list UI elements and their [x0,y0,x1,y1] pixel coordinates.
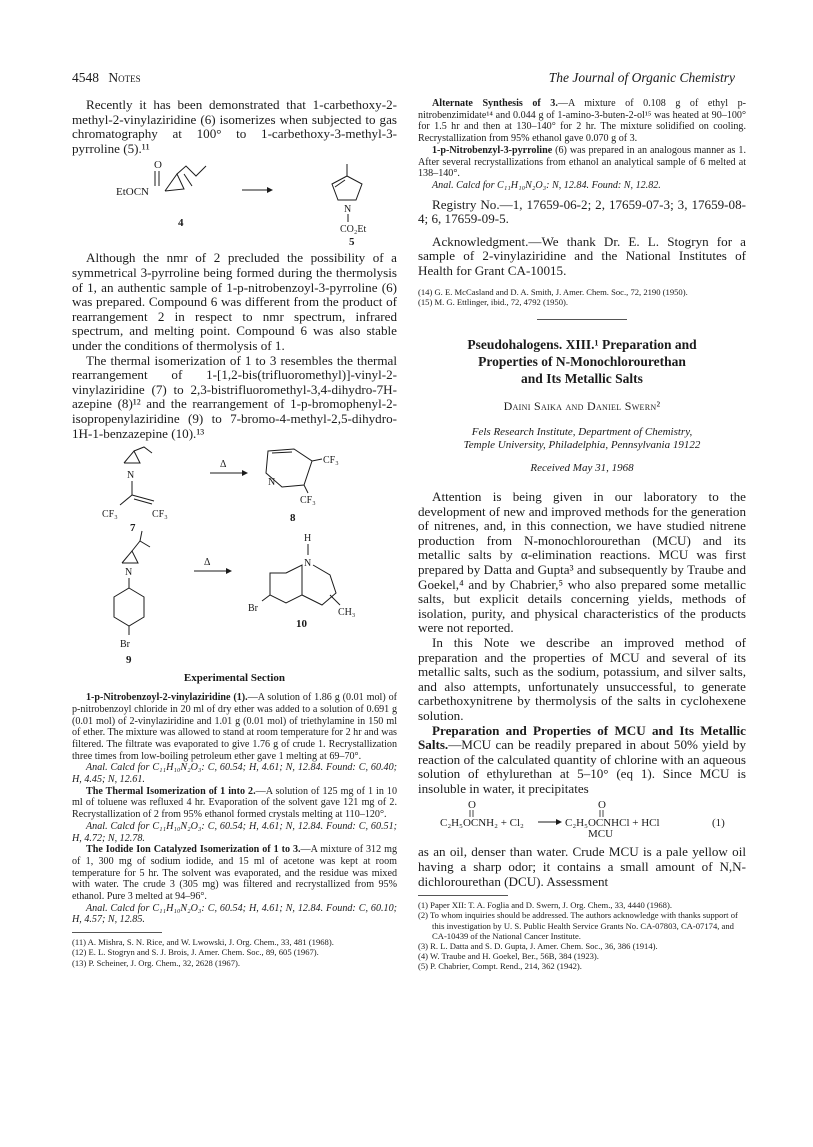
alt-synthesis-title: Alternate Synthesis of 3. [432,98,558,109]
ch3-label-10: CH₃ [338,607,356,619]
experimental-section-heading: Experimental Section [183,672,286,685]
left-paragraph-2: Although the nmr of 2 precluded the possibility of a symmetrical 3-pyrroline being formed during the thermolysis of 1, an authentic sample of 1-p-nitrobenzoyl-3-pyrroline (6) was prepared. Compound 6 was different from the product of rearrangement 2 in respect to nmr spectrum, infrared spectrum, and melting point. Compound 6 was also stable under the conditions of thermolysis of 1. [72,250,397,353]
exp2-title: The Thermal Isomerization of 1 into 2. [86,785,256,797]
received-date: Received May 31, 1968 [530,462,634,474]
footnote-12: (12) E. L. Stogryn and S. J. Brois, J. Amer. Chem. Soc., 89, 605 (1967). [72,947,319,958]
article-authors: Daini Saika and Daniel Swern² [503,399,661,413]
footnote-1: (1) Paper XII: T. A. Foglia and D. Swern, J. Org. Chem., 33, 4440 (1968). [418,900,672,911]
article-paragraph-3-title: Preparation and Properties of MCU and Its Metallic Salts. [418,722,746,753]
br-label-9: Br [120,639,130,651]
cf3-label-8b: CF₃ [300,495,316,507]
article-separator [537,319,627,320]
carbonyl-o-label: O [154,159,162,172]
footnote-15: (15) M. G. Ettlinger, ibid., 72, 4792 (1950). [418,296,569,307]
cf3-label-8a: CF₃ [323,455,339,467]
n-label-10: N [304,558,312,570]
n-label-9: N [125,567,133,579]
pyrroline-n-label: N [344,204,352,216]
footnote-4: (4) W. Traube and H. Goekel, Ber., 56B, 384 (1923). [418,951,599,962]
eq-rhs: C₂H₅OCNHCl + HCl [565,817,660,830]
n-label-8: N [268,477,276,489]
footnote-5: (5) P. Chabrier, Compt. Rend., 214, 362 (1942). [418,961,582,972]
cf3-label-7a: CF₃ [102,509,118,521]
article-paragraph-4: as an oil, denser than water. Crude MCU is a pale yellow oil having a sharp odor; it contains a small amount of N,N-dichlorourethan (DCU). Assessment [418,844,746,889]
article-paragraph-2: In this Note we describe an improved method of preparation and the properties of MCU and several of its metallic salts, such as the sodium, potassium, and silver salts, and also attempts, unfortunately unsuccessful, to generate carbethoxynitrene by thermolysis of the salts in cyclohexene solution. [418,634,746,723]
exp2-analysis: Anal. Calcd for C₁₁H₁₀N₂O₃: C, 60.54; H, 4.61; N, 12.84. Found: C, 60.51; H, 4.72; N, 12.78. [72,820,397,844]
journal-name: The Journal of Organic Chemistry [548,70,735,85]
article-paragraph-3: —MCU can be readily prepared in about 50% yield by reaction of the calculated quantity of chlorine with an aqueous solution of ethylurethan at 5–10° (eq 1). Since MCU is insoluble in water, it precipitates [418,737,746,796]
footnotes-right [418,900,746,971]
left-paragraph-1: Recently it has been demonstrated that 1-carbethoxy-2-methyl-2-vinylaziridine (6) isomerizes when subjected to gas chromatography at 100° to 1-carbethoxy-3-methyl-3-pyrroline (5).¹¹ [72,97,397,156]
affiliation-line-2: Temple University, Philadelphia, Pennsylvania 19122 [463,439,701,451]
compound-number-10: 10 [296,618,307,631]
footnote-11: (11) A. Mishra, S. N. Rice, and W. Lwowski, J. Org. Chem., 33, 481 (1968). [72,937,334,948]
exp3-body: —A mixture of 312 mg of 1, 300 mg of sodium iodide, and 15 ml of acetone was kept at room temperature for 5 hr. The solvent was evaporated, and the residue was mixed with water. The crude 3 (305 mg) was filtered and recrystallized from 95% ethanol. Pure 3 melted at 94–96°. [72,844,397,903]
page-number: 4548 [72,70,99,85]
right-column [418,98,746,972]
title-line-1: Pseudohalogens. XIII.¹ Preparation and [467,337,697,352]
eq-rhs-o: O [598,799,606,812]
footnotes-right-top [418,287,746,307]
article-title [418,336,746,387]
compound-number-7: 7 [130,522,136,535]
affiliation-line-1: Fels Research Institute, Department of Chemistry, [471,426,693,438]
exp3-title: The Iodide Ion Catalyzed Isomerization of 1 to 3. [86,844,301,856]
exp3-analysis: Anal. Calcd for C₁₁H₁₀N₂O₃: C, 60.54; H, 4.61; N, 12.84. Found: C, 60.10; H, 4.57; N, 12.85. [72,902,397,926]
scheme-aziridine-to-pyrroline [72,156,397,246]
exp1-title: 1-p-Nitrobenzoyl-2-vinylaziridine (1). [86,692,248,704]
title-line-3: and Its Metallic Salts [521,371,643,386]
cf3-label-7b: CF₃ [152,509,168,521]
pyrroline-body: (6) was prepared in an analogous manner as 1. After several recrystallizations from ethanol an analytical sample of 6 melted at 138–140°. [418,144,746,180]
acknowledgment: Acknowledgment.—We thank Dr. E. L. Stogryn for a sample of 2-vinylaziridine and the National Institutes of Health for Grant CA-10015. [418,233,746,278]
affiliation [418,426,746,452]
eq-lhs-o: O [468,799,476,812]
pyrroline-analysis: Anal. Calcd for C₁₁H₁₀N₂O₃: N, 12.84. Found: N, 12.82. [432,179,661,191]
compound-number-8: 8 [290,512,296,525]
heat-label-1: Δ [220,459,227,471]
footnote-13: (13) P. Scheiner, J. Org. Chem., 32, 2628 (1967). [72,957,241,968]
footnote-3: (3) R. L. Datta and S. D. Gupta, J. Amer. Chem. Soc., 36, 386 (1914). [418,941,658,952]
footnote-14: (14) G. E. McCasland and D. A. Smith, J. Amer. Chem. Soc., 72, 2190 (1950). [418,286,688,297]
left-paragraph-3: The thermal isomerization of 1 to 3 resembles the thermal rearrangement of 1-[1,2-bis(trifluoromethyl)]-vinyl-2-vinylaziridine (7) to 2,3-bistrifluoromethyl-3,4-dihydro-7H-azepine (8)¹² and the rearrangement of 1-p-bromophenyl-2-isopropenylaziridine (9) to 7-bromo-4-methyl-2,5-dihydro-1H-1-benzazepine (10).¹³ [72,352,397,441]
eq-mcu-label: MCU [588,828,614,841]
exp2-body: —A solution of 125 mg of 1 in 10 ml of toluene was refluxed 4 hr. Evaporation of the solvent gave 121 mg of 2. Recrystallization of 2 from 95% ethanol formed crystals melting at 110–120°. [72,785,397,821]
title-line-2: Properties of N-Monochlorourethan [478,354,686,369]
compound-number-9: 9 [126,654,132,666]
exp1-body: —A solution of 1.86 g (0.01 mol) of p-nitrobenzoyl chloride in 20 ml of dry ether was added to a solution of 0.691 g (0.01 mol) of 2-vinylaziridine and 1.01 g (0.01 mol) of triethylamine in 150 ml of ether. The mixture was allowed to stand at room temperature for 2 hr and was filtered. The filtrate was evaporated to give 1.76 g of crude 1. Recrystallization three times from low-boiling petroleum ether gave 1 melting at 69–70°. [72,692,397,762]
h-label-10: H [304,533,312,545]
exp1-analysis: Anal. Calcd for C₁₁H₁₀N₂O₃: C, 60.54; H, 4.61; N, 12.84. Found: C, 60.40; H, 4.45; N, 12.61. [72,762,397,786]
footnotes-left [72,937,397,968]
compound-number-4: 4 [178,217,184,230]
alt-synthesis-body: —A mixture of 0.108 g of ethyl p-nitrobenzimidate¹⁴ and 0.044 g of 1-amino-3-buten-2-ol¹⁵ was heated at 90–100° for 1.5 hr and then at 130–140° for 2 hr. The mixture solidified on cooling. Recrystallization from 95% ethanol gave 0.070 g of 3. [418,98,746,145]
equation-1 [418,796,746,840]
registry-numbers: Registry No.—1, 17659-06-2; 2, 17659-07-3; 3, 17659-08-4; 6, 17659-09-5. [418,196,746,227]
page-header-left [72,70,141,86]
section-name: Notes [108,70,141,85]
pyrroline-title: 1-p-Nitrobenzyl-3-pyrroline [432,144,553,156]
carbethoxy-label: EtOCN [116,186,149,199]
eq-lhs: C₂H₅OCNH₂ + Cl₂ [440,817,524,830]
pyrroline-substituent-label: CO₂Et [340,224,367,236]
footnote-2: (2) To whom inquiries should be addressed. The authors acknowledge with thanks support of this investigation by U. S. Public Health Service Grants No. CA-07803, CA-07174, and CA-10439 of the National Cancer Institute. [418,910,738,941]
compound-number-5: 5 [349,236,355,247]
scheme-vinylaziridine-rearrangements [72,445,397,665]
article-paragraph-1: Attention is being given in our laboratory to the development of new and improved methods for the generation of nitrenes, and, in this connection, we have studied nitrene production from N-monochlorourethan (MCU) and its metallic salts by α-elimination reactions. MCU was first prepared by Datta and Gupta³ and subsequently by Traube and Goekel,⁴ and by Chabrier,⁵ who also prepared some metallic salts, but explicit details concerning yields, methods of isolation, purity, and physical characteristics of the products were not reported. [418,489,746,636]
heat-label-2: Δ [204,557,211,569]
footnote-rule-right [418,895,508,896]
footnote-rule-left [72,932,162,933]
eq-number: (1) [712,817,725,830]
n-label-7: N [127,470,135,482]
right-experimental-text [418,98,746,192]
experimental-text [72,692,397,926]
br-label-10: Br [248,603,258,615]
left-column [72,98,397,968]
